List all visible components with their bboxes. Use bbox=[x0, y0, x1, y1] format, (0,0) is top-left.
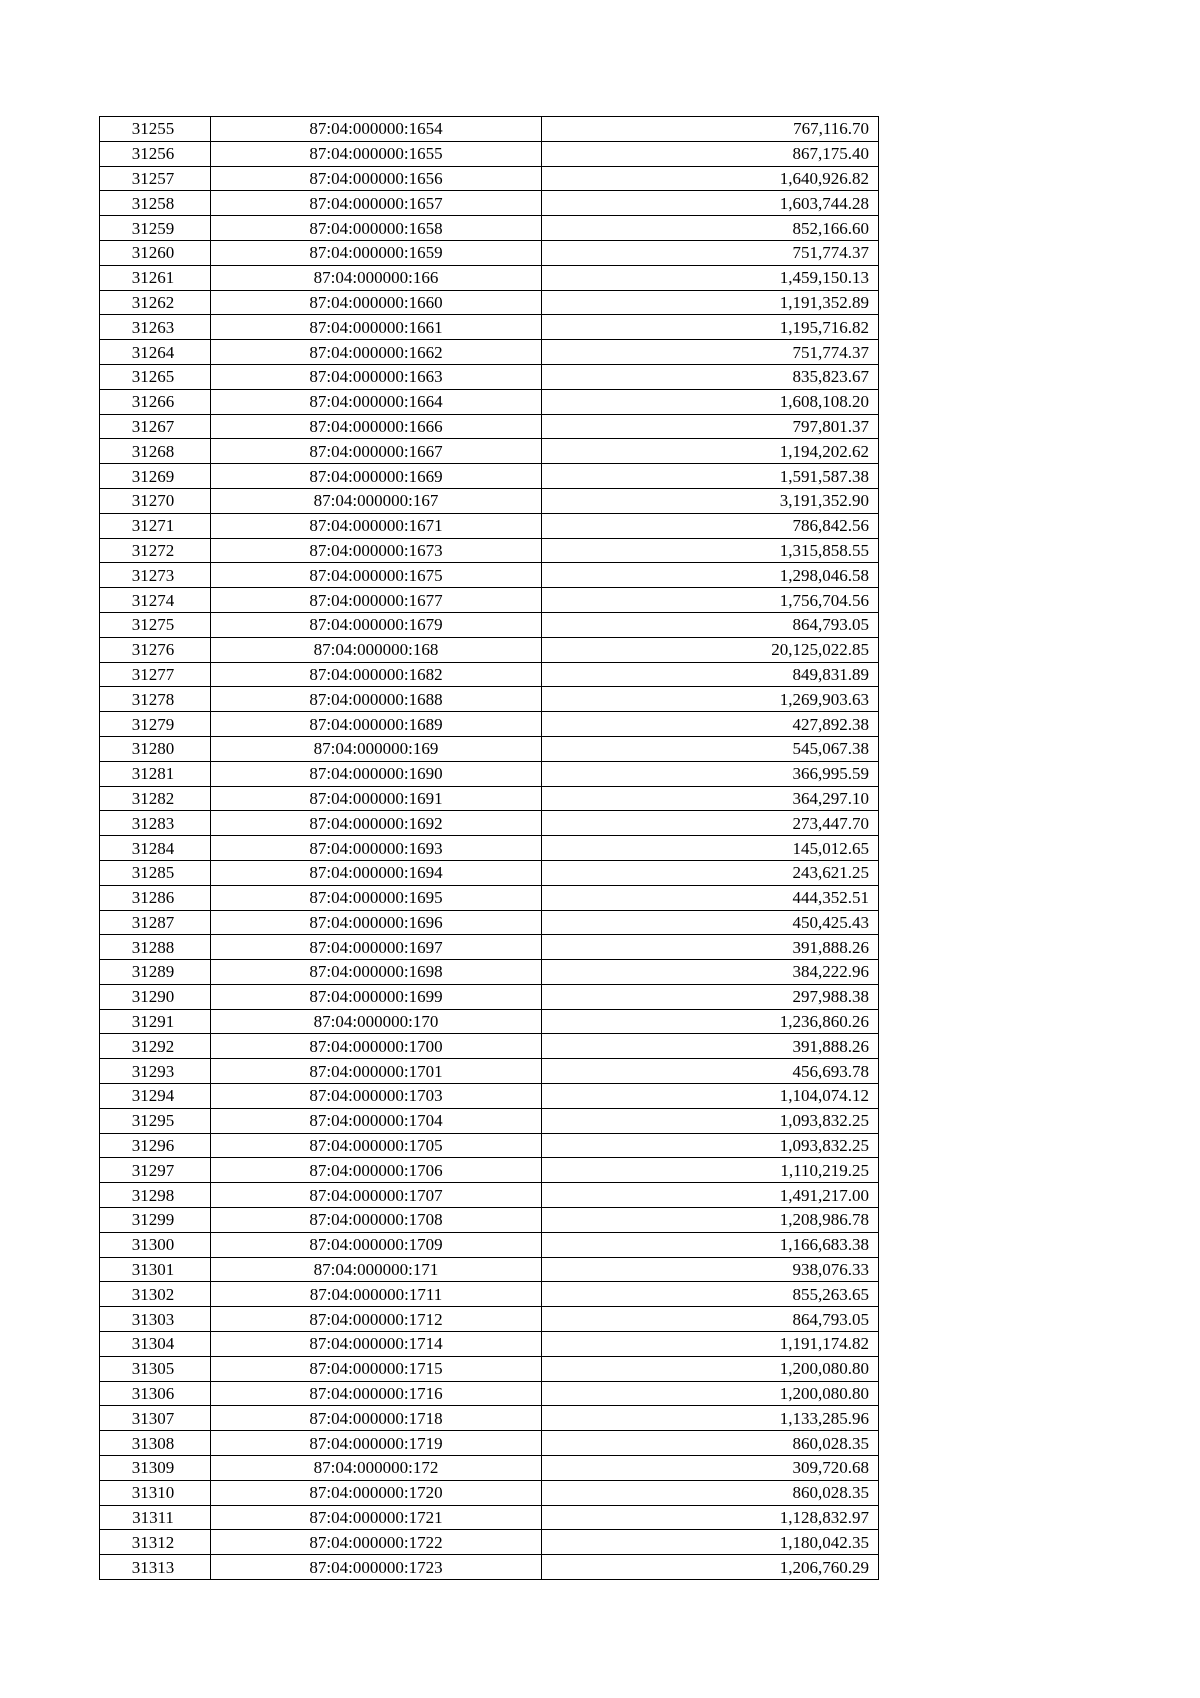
cadastral-value-cell: 751,774.37 bbox=[542, 340, 879, 365]
table-row bbox=[100, 984, 879, 1009]
table-row bbox=[100, 811, 879, 836]
cadastral-value-cell: 786,842.56 bbox=[542, 513, 879, 538]
cadastral-value-cell: 145,012.65 bbox=[542, 836, 879, 861]
table-row bbox=[100, 216, 879, 241]
cadastral-number-cell: 87:04:000000:1662 bbox=[211, 340, 542, 365]
cadastral-number-cell: 87:04:000000:1692 bbox=[211, 811, 542, 836]
row-number-cell: 31271 bbox=[100, 513, 211, 538]
row-number-cell: 31293 bbox=[100, 1059, 211, 1084]
cadastral-number-cell: 87:04:000000:1708 bbox=[211, 1208, 542, 1233]
cadastral-number-cell: 87:04:000000:1695 bbox=[211, 885, 542, 910]
cadastral-number-cell: 87:04:000000:1657 bbox=[211, 191, 542, 216]
cadastral-value-cell: 427,892.38 bbox=[542, 712, 879, 737]
row-number-cell: 31260 bbox=[100, 240, 211, 265]
row-number-cell: 31288 bbox=[100, 935, 211, 960]
cadastral-value-cell: 852,166.60 bbox=[542, 216, 879, 241]
cadastral-number-cell: 87:04:000000:1718 bbox=[211, 1406, 542, 1431]
cadastral-value-cell: 1,200,080.80 bbox=[542, 1356, 879, 1381]
table-row bbox=[100, 1059, 879, 1084]
cadastral-number-cell: 87:04:000000:1655 bbox=[211, 141, 542, 166]
table-row bbox=[100, 389, 879, 414]
cadastral-number-cell: 87:04:000000:1682 bbox=[211, 662, 542, 687]
cadastral-value-cell: 1,195,716.82 bbox=[542, 315, 879, 340]
row-number-cell: 31296 bbox=[100, 1133, 211, 1158]
cadastral-value-cell: 1,608,108.20 bbox=[542, 389, 879, 414]
cadastral-number-cell: 87:04:000000:1701 bbox=[211, 1059, 542, 1084]
table-row bbox=[100, 513, 879, 538]
row-number-cell: 31262 bbox=[100, 290, 211, 315]
row-number-cell: 31273 bbox=[100, 563, 211, 588]
row-number-cell: 31265 bbox=[100, 364, 211, 389]
cadastral-value-cell: 391,888.26 bbox=[542, 1034, 879, 1059]
cadastral-value-cell: 797,801.37 bbox=[542, 414, 879, 439]
cadastral-value-cell: 1,191,174.82 bbox=[542, 1332, 879, 1357]
cadastral-value-cell: 545,067.38 bbox=[542, 736, 879, 761]
row-number-cell: 31275 bbox=[100, 612, 211, 637]
table-row bbox=[100, 662, 879, 687]
row-number-cell: 31279 bbox=[100, 712, 211, 737]
row-number-cell: 31283 bbox=[100, 811, 211, 836]
row-number-cell: 31282 bbox=[100, 786, 211, 811]
cadastral-value-cell: 391,888.26 bbox=[542, 935, 879, 960]
table-row bbox=[100, 290, 879, 315]
cadastral-number-cell: 87:04:000000:1722 bbox=[211, 1530, 542, 1555]
cadastral-value-cell: 364,297.10 bbox=[542, 786, 879, 811]
cadastral-number-cell: 87:04:000000:1720 bbox=[211, 1480, 542, 1505]
cadastral-number-cell: 87:04:000000:1714 bbox=[211, 1332, 542, 1357]
row-number-cell: 31309 bbox=[100, 1456, 211, 1481]
row-number-cell: 31259 bbox=[100, 216, 211, 241]
cadastral-value-cell: 1,208,986.78 bbox=[542, 1208, 879, 1233]
cadastral-number-cell: 87:04:000000:1697 bbox=[211, 935, 542, 960]
table-row bbox=[100, 117, 879, 142]
cadastral-number-cell: 87:04:000000:1700 bbox=[211, 1034, 542, 1059]
cadastral-number-cell: 87:04:000000:167 bbox=[211, 488, 542, 513]
table-row bbox=[100, 1356, 879, 1381]
cadastral-value-cell: 456,693.78 bbox=[542, 1059, 879, 1084]
cadastral-value-cell: 243,621.25 bbox=[542, 860, 879, 885]
table-row bbox=[100, 687, 879, 712]
row-number-cell: 31278 bbox=[100, 687, 211, 712]
cadastral-number-cell: 87:04:000000:1706 bbox=[211, 1158, 542, 1183]
row-number-cell: 31263 bbox=[100, 315, 211, 340]
cadastral-number-cell: 87:04:000000:1716 bbox=[211, 1381, 542, 1406]
row-number-cell: 31276 bbox=[100, 637, 211, 662]
cadastral-number-cell: 87:04:000000:1673 bbox=[211, 538, 542, 563]
cadastral-value-cell: 1,591,587.38 bbox=[542, 464, 879, 489]
cadastral-value-cell: 1,315,858.55 bbox=[542, 538, 879, 563]
cadastral-value-cell: 1,269,903.63 bbox=[542, 687, 879, 712]
cadastral-number-cell: 87:04:000000:1663 bbox=[211, 364, 542, 389]
row-number-cell: 31281 bbox=[100, 761, 211, 786]
cadastral-number-cell: 87:04:000000:1664 bbox=[211, 389, 542, 414]
cadastral-number-cell: 87:04:000000:1699 bbox=[211, 984, 542, 1009]
table-row bbox=[100, 1381, 879, 1406]
cadastral-number-cell: 87:04:000000:1721 bbox=[211, 1505, 542, 1530]
table-row bbox=[100, 414, 879, 439]
cadastral-value-cell: 1,110,219.25 bbox=[542, 1158, 879, 1183]
row-number-cell: 31267 bbox=[100, 414, 211, 439]
row-number-cell: 31258 bbox=[100, 191, 211, 216]
table-row bbox=[100, 712, 879, 737]
table-row bbox=[100, 563, 879, 588]
cadastral-value-cell: 835,823.67 bbox=[542, 364, 879, 389]
row-number-cell: 31286 bbox=[100, 885, 211, 910]
table-row bbox=[100, 1257, 879, 1282]
row-number-cell: 31308 bbox=[100, 1431, 211, 1456]
row-number-cell: 31297 bbox=[100, 1158, 211, 1183]
table-row bbox=[100, 340, 879, 365]
cadastral-number-cell: 87:04:000000:1691 bbox=[211, 786, 542, 811]
cadastral-value-cell: 1,180,042.35 bbox=[542, 1530, 879, 1555]
cadastral-number-cell: 87:04:000000:166 bbox=[211, 265, 542, 290]
cadastral-number-cell: 87:04:000000:1705 bbox=[211, 1133, 542, 1158]
table-row bbox=[100, 538, 879, 563]
table-row bbox=[100, 1332, 879, 1357]
cadastral-number-cell: 87:04:000000:169 bbox=[211, 736, 542, 761]
cadastral-number-cell: 87:04:000000:1696 bbox=[211, 910, 542, 935]
table-row bbox=[100, 1406, 879, 1431]
row-number-cell: 31272 bbox=[100, 538, 211, 563]
row-number-cell: 31257 bbox=[100, 166, 211, 191]
row-number-cell: 31303 bbox=[100, 1307, 211, 1332]
row-number-cell: 31310 bbox=[100, 1480, 211, 1505]
cadastral-value-cell: 309,720.68 bbox=[542, 1456, 879, 1481]
cadastral-value-cell: 1,206,760.29 bbox=[542, 1555, 879, 1580]
table-row bbox=[100, 1282, 879, 1307]
cadastral-value-cell: 3,191,352.90 bbox=[542, 488, 879, 513]
cadastral-value-cell: 1,191,352.89 bbox=[542, 290, 879, 315]
row-number-cell: 31274 bbox=[100, 588, 211, 613]
row-number-cell: 31268 bbox=[100, 439, 211, 464]
row-number-cell: 31301 bbox=[100, 1257, 211, 1282]
row-number-cell: 31311 bbox=[100, 1505, 211, 1530]
cadastral-value-cell: 855,263.65 bbox=[542, 1282, 879, 1307]
row-number-cell: 31305 bbox=[100, 1356, 211, 1381]
cadastral-number-cell: 87:04:000000:1677 bbox=[211, 588, 542, 613]
cadastral-number-cell: 87:04:000000:1689 bbox=[211, 712, 542, 737]
cadastral-number-cell: 87:04:000000:171 bbox=[211, 1257, 542, 1282]
table-row bbox=[100, 786, 879, 811]
table-row bbox=[100, 364, 879, 389]
row-number-cell: 31290 bbox=[100, 984, 211, 1009]
cadastral-number-cell: 87:04:000000:1667 bbox=[211, 439, 542, 464]
row-number-cell: 31302 bbox=[100, 1282, 211, 1307]
cadastral-value-table bbox=[99, 116, 879, 1580]
cadastral-value-cell: 20,125,022.85 bbox=[542, 637, 879, 662]
row-number-cell: 31280 bbox=[100, 736, 211, 761]
row-number-cell: 31307 bbox=[100, 1406, 211, 1431]
row-number-cell: 31266 bbox=[100, 389, 211, 414]
cadastral-value-cell: 864,793.05 bbox=[542, 1307, 879, 1332]
cadastral-number-cell: 87:04:000000:1666 bbox=[211, 414, 542, 439]
table-row bbox=[100, 885, 879, 910]
row-number-cell: 31264 bbox=[100, 340, 211, 365]
cadastral-number-cell: 87:04:000000:1688 bbox=[211, 687, 542, 712]
table-row bbox=[100, 960, 879, 985]
table-row bbox=[100, 1009, 879, 1034]
cadastral-value-cell: 1,640,926.82 bbox=[542, 166, 879, 191]
cadastral-value-cell: 1,298,046.58 bbox=[542, 563, 879, 588]
cadastral-value-cell: 860,028.35 bbox=[542, 1431, 879, 1456]
table-row bbox=[100, 1530, 879, 1555]
row-number-cell: 31298 bbox=[100, 1183, 211, 1208]
table-body bbox=[100, 117, 879, 1580]
cadastral-value-cell: 450,425.43 bbox=[542, 910, 879, 935]
table-row bbox=[100, 315, 879, 340]
table-row bbox=[100, 1084, 879, 1109]
cadastral-number-cell: 87:04:000000:1660 bbox=[211, 290, 542, 315]
cadastral-value-cell: 1,128,832.97 bbox=[542, 1505, 879, 1530]
row-number-cell: 31313 bbox=[100, 1555, 211, 1580]
row-number-cell: 31295 bbox=[100, 1108, 211, 1133]
cadastral-value-cell: 1,459,150.13 bbox=[542, 265, 879, 290]
cadastral-value-cell: 1,236,860.26 bbox=[542, 1009, 879, 1034]
cadastral-number-cell: 87:04:000000:1671 bbox=[211, 513, 542, 538]
cadastral-number-cell: 87:04:000000:1659 bbox=[211, 240, 542, 265]
row-number-cell: 31291 bbox=[100, 1009, 211, 1034]
row-number-cell: 31261 bbox=[100, 265, 211, 290]
row-number-cell: 31270 bbox=[100, 488, 211, 513]
row-number-cell: 31292 bbox=[100, 1034, 211, 1059]
cadastral-number-cell: 87:04:000000:1715 bbox=[211, 1356, 542, 1381]
table-row bbox=[100, 166, 879, 191]
cadastral-number-cell: 87:04:000000:1709 bbox=[211, 1232, 542, 1257]
row-number-cell: 31299 bbox=[100, 1208, 211, 1233]
cadastral-value-cell: 767,116.70 bbox=[542, 117, 879, 142]
cadastral-value-cell: 860,028.35 bbox=[542, 1480, 879, 1505]
cadastral-number-cell: 87:04:000000:1693 bbox=[211, 836, 542, 861]
cadastral-value-cell: 1,756,704.56 bbox=[542, 588, 879, 613]
table-row bbox=[100, 439, 879, 464]
cadastral-value-cell: 444,352.51 bbox=[542, 885, 879, 910]
table-row bbox=[100, 265, 879, 290]
cadastral-number-cell: 87:04:000000:168 bbox=[211, 637, 542, 662]
cadastral-number-cell: 87:04:000000:1698 bbox=[211, 960, 542, 985]
row-number-cell: 31289 bbox=[100, 960, 211, 985]
table-row bbox=[100, 1133, 879, 1158]
row-number-cell: 31285 bbox=[100, 860, 211, 885]
cadastral-value-cell: 1,093,832.25 bbox=[542, 1133, 879, 1158]
cadastral-number-cell: 87:04:000000:1707 bbox=[211, 1183, 542, 1208]
cadastral-value-cell: 273,447.70 bbox=[542, 811, 879, 836]
table-row bbox=[100, 1232, 879, 1257]
cadastral-number-cell: 87:04:000000:1661 bbox=[211, 315, 542, 340]
cadastral-value-cell: 1,166,683.38 bbox=[542, 1232, 879, 1257]
cadastral-number-cell: 87:04:000000:1723 bbox=[211, 1555, 542, 1580]
table-row bbox=[100, 1307, 879, 1332]
table-row bbox=[100, 935, 879, 960]
table-row bbox=[100, 488, 879, 513]
table-row bbox=[100, 1555, 879, 1580]
cadastral-number-cell: 87:04:000000:1658 bbox=[211, 216, 542, 241]
table-row bbox=[100, 910, 879, 935]
table-row bbox=[100, 637, 879, 662]
row-number-cell: 31255 bbox=[100, 117, 211, 142]
cadastral-number-cell: 87:04:000000:1656 bbox=[211, 166, 542, 191]
cadastral-value-cell: 867,175.40 bbox=[542, 141, 879, 166]
cadastral-number-cell: 87:04:000000:1675 bbox=[211, 563, 542, 588]
row-number-cell: 31256 bbox=[100, 141, 211, 166]
cadastral-number-cell: 87:04:000000:1711 bbox=[211, 1282, 542, 1307]
cadastral-number-cell: 87:04:000000:1719 bbox=[211, 1431, 542, 1456]
table-row bbox=[100, 191, 879, 216]
cadastral-number-cell: 87:04:000000:1694 bbox=[211, 860, 542, 885]
table-row bbox=[100, 464, 879, 489]
table-row bbox=[100, 1480, 879, 1505]
table-row bbox=[100, 761, 879, 786]
cadastral-number-cell: 87:04:000000:172 bbox=[211, 1456, 542, 1481]
row-number-cell: 31277 bbox=[100, 662, 211, 687]
cadastral-number-cell: 87:04:000000:1654 bbox=[211, 117, 542, 142]
cadastral-value-cell: 751,774.37 bbox=[542, 240, 879, 265]
table-row bbox=[100, 736, 879, 761]
cadastral-value-cell: 1,603,744.28 bbox=[542, 191, 879, 216]
table-row bbox=[100, 1183, 879, 1208]
row-number-cell: 31294 bbox=[100, 1084, 211, 1109]
row-number-cell: 31300 bbox=[100, 1232, 211, 1257]
cadastral-value-cell: 297,988.38 bbox=[542, 984, 879, 1009]
cadastral-value-cell: 864,793.05 bbox=[542, 612, 879, 637]
table-row bbox=[100, 240, 879, 265]
table-row bbox=[100, 836, 879, 861]
row-number-cell: 31312 bbox=[100, 1530, 211, 1555]
row-number-cell: 31284 bbox=[100, 836, 211, 861]
cadastral-value-cell: 1,104,074.12 bbox=[542, 1084, 879, 1109]
table-row bbox=[100, 1108, 879, 1133]
cadastral-value-cell: 1,194,202.62 bbox=[542, 439, 879, 464]
cadastral-value-cell: 1,491,217.00 bbox=[542, 1183, 879, 1208]
cadastral-number-cell: 87:04:000000:170 bbox=[211, 1009, 542, 1034]
cadastral-value-cell: 1,093,832.25 bbox=[542, 1108, 879, 1133]
table-row bbox=[100, 588, 879, 613]
cadastral-value-cell: 366,995.59 bbox=[542, 761, 879, 786]
table-row bbox=[100, 1431, 879, 1456]
cadastral-value-cell: 1,200,080.80 bbox=[542, 1381, 879, 1406]
table-row bbox=[100, 860, 879, 885]
cadastral-number-cell: 87:04:000000:1679 bbox=[211, 612, 542, 637]
cadastral-number-cell: 87:04:000000:1703 bbox=[211, 1084, 542, 1109]
table-row bbox=[100, 1505, 879, 1530]
table-row bbox=[100, 1208, 879, 1233]
table-row bbox=[100, 1456, 879, 1481]
row-number-cell: 31269 bbox=[100, 464, 211, 489]
row-number-cell: 31304 bbox=[100, 1332, 211, 1357]
cadastral-number-cell: 87:04:000000:1704 bbox=[211, 1108, 542, 1133]
cadastral-number-cell: 87:04:000000:1712 bbox=[211, 1307, 542, 1332]
cadastral-number-cell: 87:04:000000:1669 bbox=[211, 464, 542, 489]
cadastral-number-cell: 87:04:000000:1690 bbox=[211, 761, 542, 786]
cadastral-value-cell: 938,076.33 bbox=[542, 1257, 879, 1282]
cadastral-value-cell: 849,831.89 bbox=[542, 662, 879, 687]
table-row bbox=[100, 1034, 879, 1059]
row-number-cell: 31287 bbox=[100, 910, 211, 935]
cadastral-value-cell: 384,222.96 bbox=[542, 960, 879, 985]
row-number-cell: 31306 bbox=[100, 1381, 211, 1406]
table-row bbox=[100, 1158, 879, 1183]
table-row bbox=[100, 141, 879, 166]
cadastral-value-cell: 1,133,285.96 bbox=[542, 1406, 879, 1431]
table-row bbox=[100, 612, 879, 637]
